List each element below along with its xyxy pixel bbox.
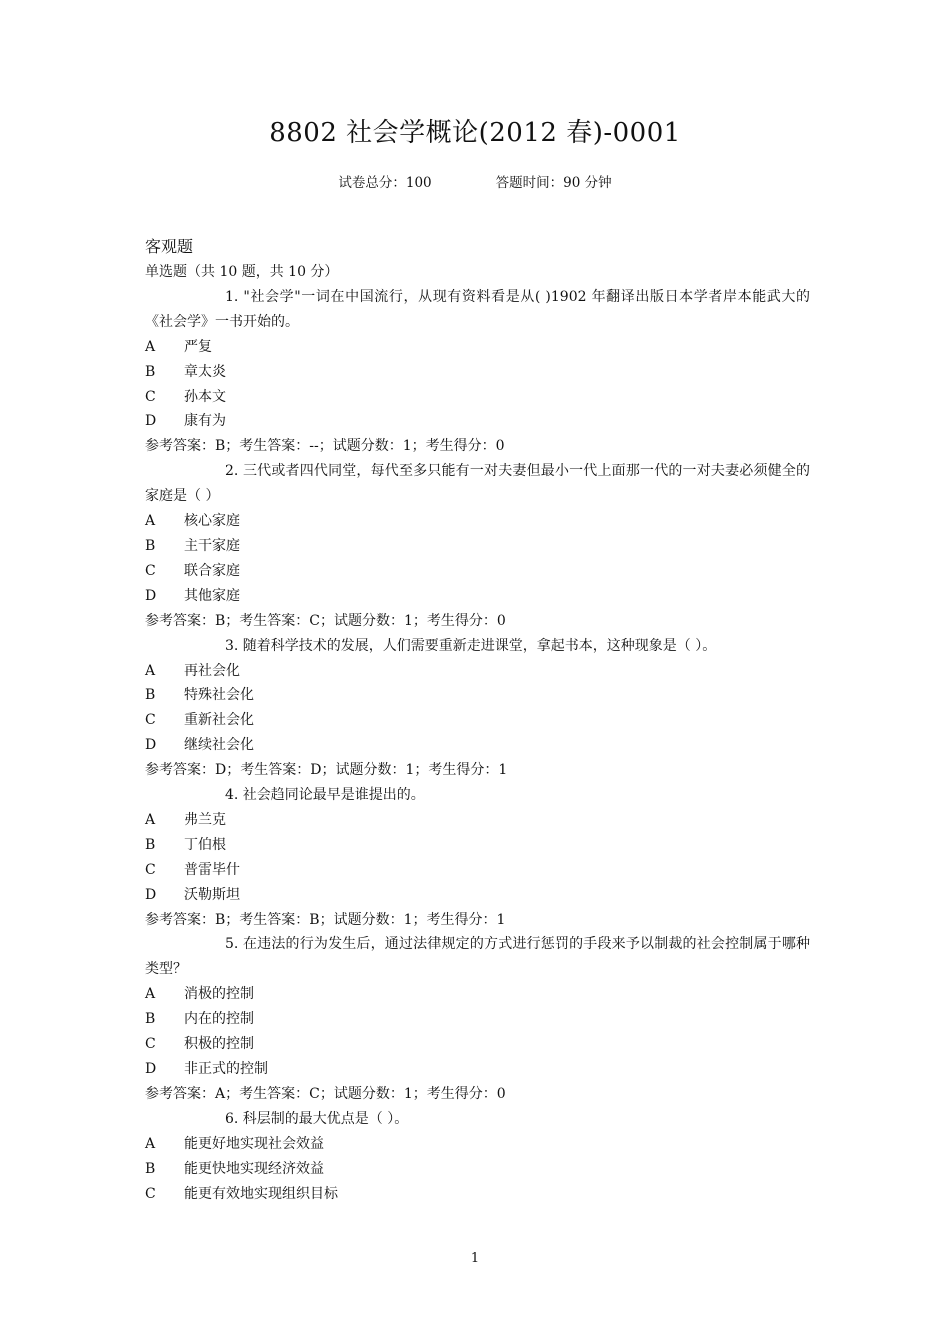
option	[145, 808, 810, 833]
option-letter: B	[145, 836, 156, 853]
option	[145, 1182, 810, 1207]
subsection-title: 单选题（共 10 题，共 10 分）	[145, 264, 339, 280]
total-score: 试卷总分：100	[338, 175, 432, 191]
page-title: 8802 社会学概论(2012 春)-0001	[269, 118, 681, 148]
option-text: 继续社会化	[184, 737, 254, 754]
option	[145, 584, 810, 609]
option-letter: C	[145, 388, 156, 405]
option-letter: A	[145, 811, 156, 828]
option	[145, 659, 810, 684]
question-stem: 4. 社会趋同论最早是谁提出的。	[225, 787, 425, 804]
option-letter: B	[145, 1160, 156, 1177]
option-text: 普雷毕什	[184, 861, 240, 878]
option	[145, 335, 810, 360]
option-text: 康有为	[184, 413, 226, 430]
option-text: 再社会化	[184, 662, 240, 679]
option-letter: D	[145, 737, 157, 754]
option-text: 其他家庭	[184, 587, 240, 604]
question-stem: 5. 在违法的行为发生后，通过法律规定的方式进行惩罚的手段来予以制裁的社会控制属于哪种类型？	[145, 936, 810, 978]
option-text: 弗兰克	[184, 811, 226, 828]
option-letter: C	[145, 1036, 156, 1053]
option-text: 积极的控制	[184, 1036, 254, 1053]
question-stem: 6. 科层制的最大优点是（ ）。	[225, 1110, 409, 1127]
option-text: 严复	[184, 338, 212, 355]
option	[145, 509, 810, 534]
option	[145, 982, 810, 1007]
option-letter: C	[145, 1185, 156, 1202]
option	[145, 858, 810, 883]
option-letter: B	[145, 1011, 156, 1028]
option-text: 主干家庭	[184, 537, 240, 554]
option-letter: A	[145, 513, 156, 530]
option-text: 丁伯根	[184, 836, 226, 853]
option	[145, 534, 810, 559]
option-text: 能更好地实现社会效益	[184, 1135, 324, 1152]
option-text: 消极的控制	[184, 986, 254, 1003]
option-text: 能更有效地实现组织目标	[184, 1185, 338, 1202]
answer-result: 参考答案：A；考生答案：C；试题分数：1；考生得分：0	[145, 1085, 506, 1102]
option	[145, 1032, 810, 1057]
answer-result: 参考答案：D；考生答案：D；试题分数：1；考生得分：1	[145, 762, 508, 779]
option-letter: A	[145, 986, 156, 1003]
question-stem: 2. 三代或者四代同堂，每代至多只能有一对夫妻但最小一代上面那一代的一对夫妻必须健全的家庭是（ ）	[145, 463, 810, 505]
option	[145, 733, 810, 758]
option	[145, 708, 810, 733]
option-letter: D	[145, 413, 157, 430]
option-text: 重新社会化	[184, 712, 254, 729]
option	[145, 1132, 810, 1157]
option-letter: D	[145, 1061, 157, 1077]
option-text: 内在的控制	[184, 1011, 254, 1028]
option-letter: C	[145, 861, 156, 878]
option	[145, 385, 810, 410]
option-letter: A	[145, 1135, 156, 1152]
option-text: 核心家庭	[184, 513, 240, 530]
option	[145, 683, 810, 708]
option-letter: D	[145, 886, 157, 903]
option-letter: B	[145, 537, 156, 554]
option	[145, 1057, 810, 1082]
option	[145, 1007, 810, 1032]
option	[145, 1157, 810, 1182]
option-letter: C	[145, 712, 156, 729]
option-text: 特殊社会化	[184, 687, 254, 704]
page-number: 1	[470, 1251, 480, 1266]
duration: 答题时间：90 分钟	[495, 175, 612, 191]
question-stem: 3. 随着科学技术的发展，人们需要重新走进课堂，拿起书本，这种现象是（ ）。	[225, 637, 717, 654]
option-text: 能更快地实现经济效益	[184, 1160, 324, 1177]
option	[145, 833, 810, 858]
option	[145, 409, 810, 434]
option-letter: C	[145, 562, 156, 579]
question-list	[145, 234, 810, 1206]
option-text: 章太炎	[184, 363, 226, 380]
option-letter: D	[145, 587, 157, 604]
option-letter: B	[145, 687, 156, 704]
section-title: 客观题	[145, 237, 194, 256]
option-text: 沃勒斯坦	[184, 886, 240, 903]
option-letter: A	[145, 662, 156, 679]
option	[145, 559, 810, 584]
answer-result: 参考答案：B；考生答案：B；试题分数：1；考生得分：1	[145, 911, 506, 928]
option	[145, 360, 810, 385]
option-letter: B	[145, 363, 156, 380]
option-text: 联合家庭	[184, 562, 240, 579]
option-letter: A	[145, 338, 156, 355]
exam-meta	[0, 171, 950, 191]
option-text: 非正式的控制	[184, 1061, 268, 1077]
answer-result: 参考答案：B；考生答案：--；试题分数：1；考生得分：0	[145, 438, 505, 455]
option-text: 孙本文	[184, 388, 226, 405]
question-stem: 1. "社会学"一词在中国流行，从现有资料看是从( )1902 年翻译出版日本学者岸本能武大的《社会学》一书开始的。	[145, 288, 810, 330]
option	[145, 883, 810, 908]
answer-result: 参考答案：B；考生答案：C；试题分数：1；考生得分：0	[145, 612, 506, 629]
